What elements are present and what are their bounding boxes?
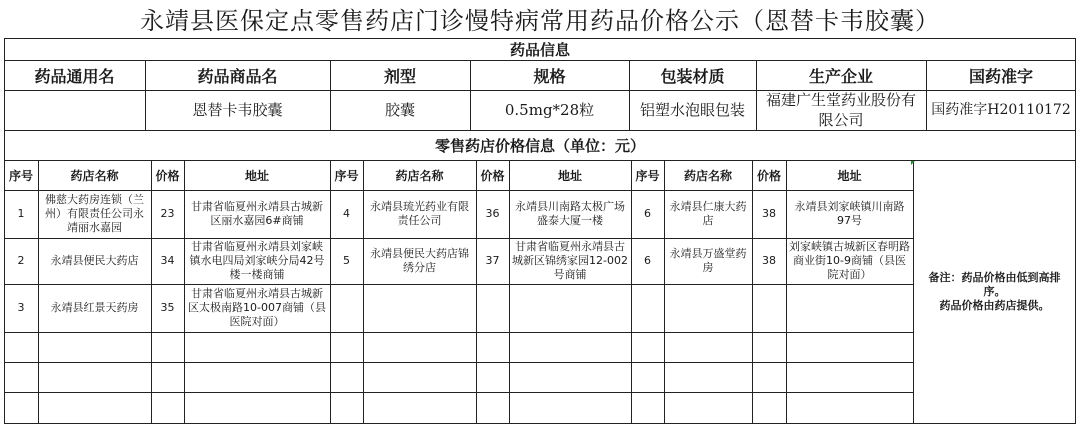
row-address: 甘肃省临夏州永靖县古城新区锦绣家园12-002号商铺: [512, 240, 628, 281]
row-store-name: 永靖县万盛堂药房: [669, 247, 747, 274]
value-generic-name: [4, 90, 145, 130]
header-no: 序号: [334, 168, 359, 183]
row-address: 甘肃省临夏州永靖县刘家峡镇水电四局刘家峡分局42号楼一楼商铺: [189, 240, 325, 281]
row-no: 4: [343, 207, 350, 220]
value-trade-name: 恩替卡韦胶囊: [192, 101, 283, 119]
remark-source: 药品价格由药店提供。: [939, 299, 1050, 312]
row-price: 36: [485, 207, 500, 220]
header-price: 价格: [480, 168, 505, 183]
row-store-name: 永靖县便民大药店锦绣分店: [370, 247, 469, 274]
value-dosage-form: 胶囊: [384, 101, 415, 119]
page-title: 永靖县医保定点零售药店门诊慢特病常用药品价格公示（恩替卡韦胶囊）: [140, 7, 940, 35]
header-no: 序号: [635, 168, 660, 183]
row-no: 6: [644, 207, 651, 220]
value-specification: 0.5mg*28粒: [504, 101, 595, 119]
row-price: 38: [762, 254, 776, 267]
header-address: 地址: [837, 168, 862, 183]
row-price: 34: [160, 254, 175, 267]
header-price: 价格: [756, 168, 781, 183]
row-no: 1: [17, 207, 25, 220]
row-price: 38: [762, 207, 776, 220]
drug-info-heading: 药品信息: [509, 40, 570, 59]
remark-sort-order: 备注：药品价格由低到高排序。: [928, 271, 1061, 298]
row-address: 永靖县川南路太极广场盛泰大厦一楼: [515, 200, 625, 227]
row-price: 35: [160, 301, 175, 314]
row-price: 23: [160, 207, 175, 220]
price-sheet: [4, 38, 1076, 424]
header-address: 地址: [244, 168, 269, 183]
value-packaging: 铝塑水泡眼包装: [639, 101, 745, 119]
row-no: 2: [17, 254, 25, 267]
row-price: 37: [485, 254, 500, 267]
header-dosage-form: 剂型: [383, 66, 416, 86]
header-approval-number: 国药准字: [968, 66, 1033, 86]
row-store-name: 佛慈大药房连锁（兰州）有限责任公司永靖丽水嘉园: [45, 193, 144, 234]
row-address: 甘肃省临夏州永靖县古城新区丽水嘉园6#商铺: [191, 200, 323, 227]
header-address: 地址: [557, 168, 582, 183]
row-store-name: 永靖县便民大药店: [50, 254, 139, 267]
header-specification: 规格: [533, 66, 566, 86]
row-no: 6: [644, 254, 651, 267]
header-store-name: 药店名称: [395, 168, 444, 183]
header-manufacturer: 生产企业: [808, 66, 873, 86]
remarks-cell: [913, 160, 1076, 424]
header-price: 价格: [155, 168, 180, 183]
header-trade-name: 药品商品名: [197, 66, 278, 86]
value-approval-number: 国药准字H20110172: [931, 102, 1071, 118]
header-packaging: 包装材质: [660, 66, 725, 86]
row-address: 甘肃省临夏州永靖县古城新区太极南路10-007商铺（县医院对面）: [188, 287, 326, 328]
price-info-heading: 零售药店价格信息（单位：元）: [434, 136, 645, 155]
row-no: 5: [343, 254, 350, 267]
value-manufacturer: 福建广生堂药业股份有限公司: [765, 91, 916, 129]
row-address: 永靖县刘家峡镇川南路97号: [794, 200, 905, 227]
row-store-name: 永靖县琉光药业有限责任公司: [370, 200, 469, 227]
row-address: 刘家峡镇古城新区春明路商业街10-9商铺（县医院对面）: [789, 240, 910, 281]
header-generic-name: 药品通用名: [34, 66, 115, 86]
row-store-name: 永靖县红景天药房: [50, 301, 139, 314]
header-no: 序号: [8, 168, 33, 183]
row-store-name: 永靖县仁康大药店: [669, 200, 747, 227]
header-store-name: 药店名称: [683, 168, 732, 183]
header-store-name: 药店名称: [70, 168, 119, 183]
row-no: 3: [17, 301, 25, 314]
